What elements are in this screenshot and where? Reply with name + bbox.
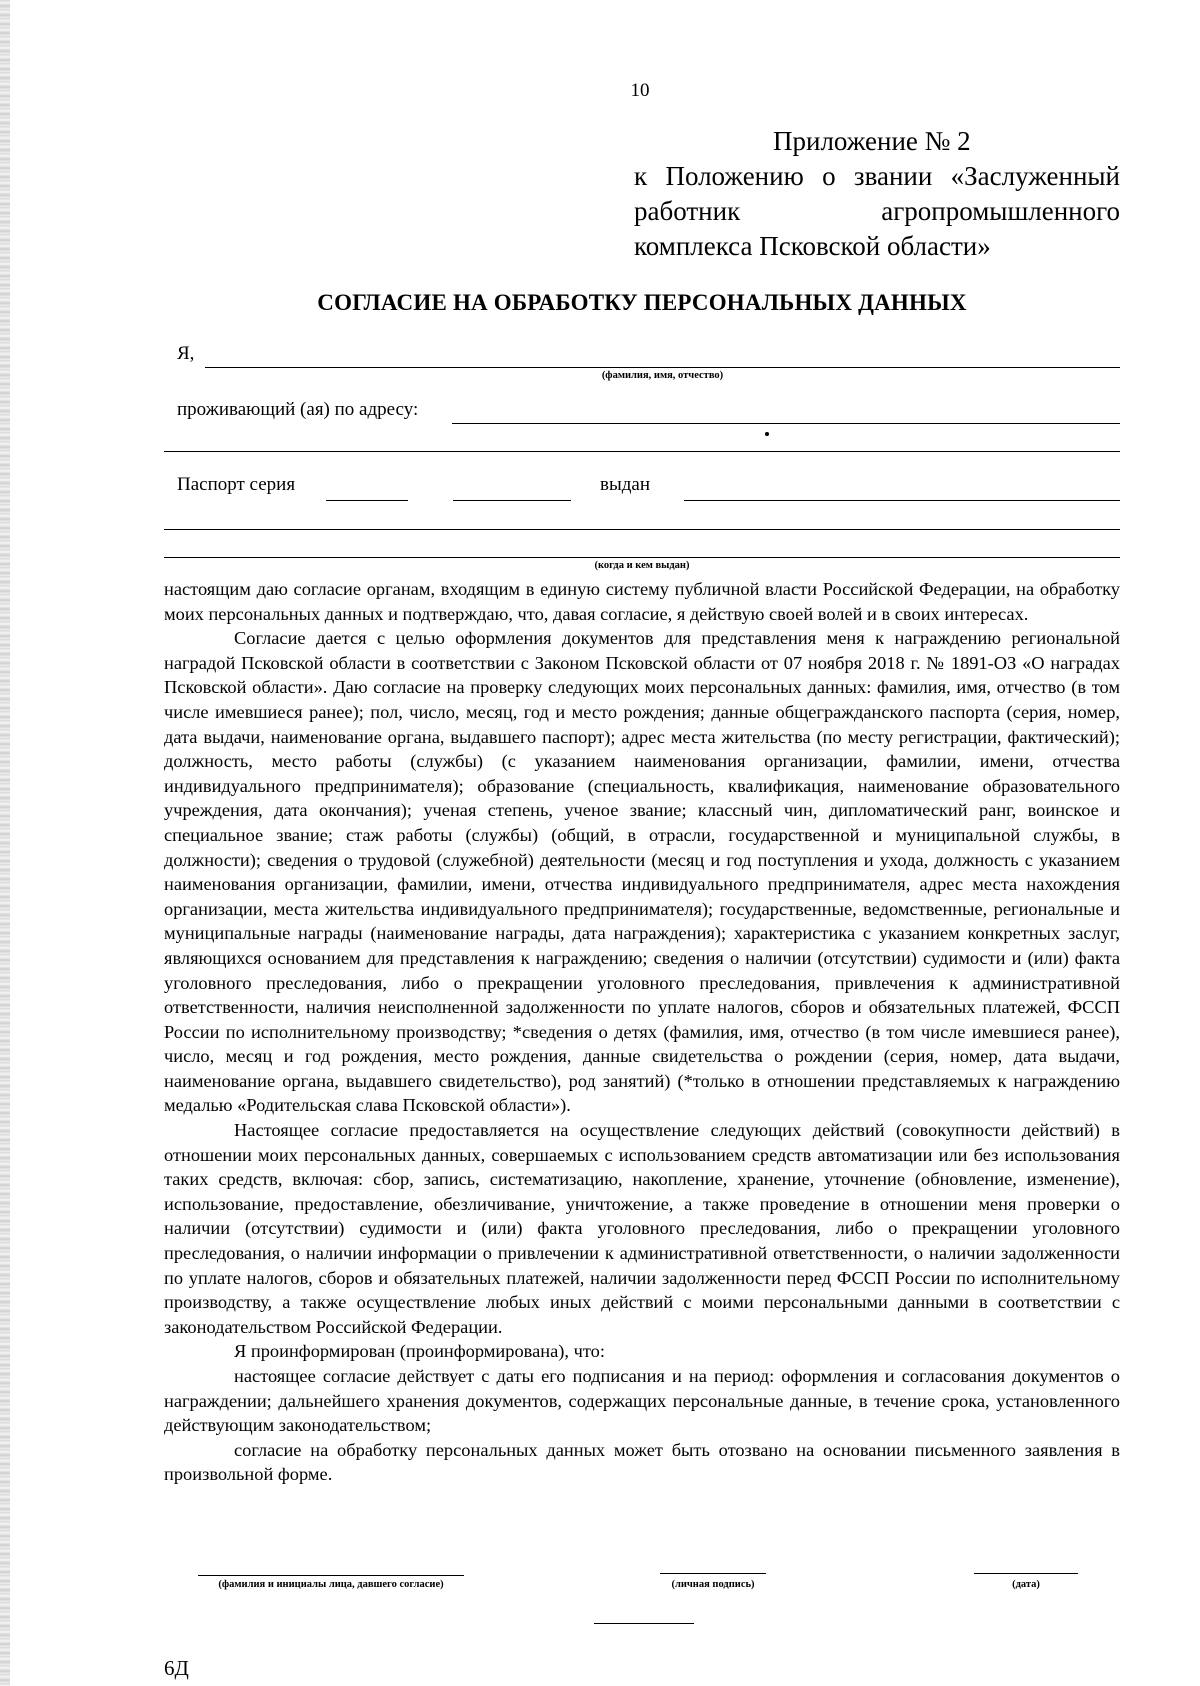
issued-field-line-3[interactable] <box>164 557 1120 558</box>
paragraph-validity: настоящее согласие действует с даты его подписания и на период: оформления и согласования документов о награждении; дальнейшего хранения документов, содержащих персональные данные, в течение срока, установленного действующим законодательством; <box>164 1366 1120 1436</box>
signature-caption: (личная подпись) <box>671 1579 755 1590</box>
issued-field-line-2[interactable] <box>164 529 1120 530</box>
footer-code: 6Д <box>164 1656 189 1680</box>
address-label: проживающий (ая) по адресу: <box>177 399 419 420</box>
dot-mark <box>765 432 769 436</box>
issued-field-line-1[interactable] <box>684 500 1120 501</box>
paragraph-consent-intro: настоящим даю согласие органам, входящим в единую систему публичной власти Российской Федерации, на обработку моих персональных данных и подтверждаю, что, давая согласие, я действую своей волей и в своих интересах. <box>164 579 1120 624</box>
paragraph-revocation: согласие на обработку персональных данных может быть отозвано на основании письменного заявления в произвольной форме. <box>164 1439 1120 1485</box>
issued-caption: (когда и кем выдан) <box>594 560 690 571</box>
paragraph-actions: Настоящее согласие предоставляется на осуществление следующих действий (совокупности действий) в отношении моих персональных данных, совершаемых с использованием средств автоматизации или без использования таких средств, включая: сбор, запись, систематизацию, накопление, хранение, уточнение (обновление, изменение), использование, предоставление, обезличивание, уничтожение, а также проведение в отношении меня проверки о наличии (отсутствии) судимости и (или) факта уголовного преследования, либо о прекращении уголовного преследования, о наличии информации о привлечении к административной ответственности, о наличии задолженности по уплате налогов, сборов и обязательных платежей, наличии задолженности перед ФССП России по исполнительному производству, а также осуществление любых иных действий с моими персональными данными в соответствии с законодательством Российской Федерации. <box>164 1120 1120 1337</box>
separator-line <box>594 1623 694 1624</box>
i-label: Я, <box>177 343 195 364</box>
signer-fio-caption: (фамилия и инициалы лица, давшего согласие) <box>218 1579 444 1590</box>
consent-body <box>164 577 1120 1487</box>
passport-series-field[interactable] <box>326 500 408 501</box>
address-field-line-2[interactable] <box>164 451 1120 452</box>
signature-field[interactable] <box>660 1573 766 1574</box>
scan-edge <box>0 0 10 1686</box>
date-caption: (дата) <box>1012 1579 1040 1590</box>
appendix-title: Приложение № 2 <box>773 126 971 156</box>
date-field[interactable] <box>974 1573 1078 1574</box>
fio-field[interactable] <box>205 367 1120 368</box>
paragraph-informed: Я проинформирован (проинформирована), что: <box>234 1341 605 1362</box>
document-title: СОГЛАСИЕ НА ОБРАБОТКУ ПЕРСОНАЛЬНЫХ ДАННЫХ <box>317 290 967 315</box>
fio-caption: (фамилия, имя, отчество) <box>601 370 724 381</box>
issued-label: выдан <box>600 474 651 495</box>
passport-number-field[interactable] <box>453 500 571 501</box>
passport-label: Паспорт серия <box>177 474 296 495</box>
signer-fio-field[interactable] <box>198 1575 464 1576</box>
paragraph-purpose: Согласие дается с целью оформления документов для представления меня к награждению региональной наградой Псковской области в соответствии с Законом Псковской области от 07 ноября 2018 г. № 1891-ОЗ «О наградах Псковской области». Даю согласие на проверку следующих моих персональных данных: фамилия, имя, отчество (в том числе имевшиеся ранее); пол, число, месяц, год и место рождения; данные общегражданского паспорта (серия, номер, дата выдачи, наименование органа, выдавшего паспорт); адрес места жительства (по месту регистрации, фактический); должность, место работы (службы) (с указанием наименования организации, фамилии, имени, отчества индивидуального предпринимателя); образование (специальность, квалификация, наименование образовательного учреждения, дата окончания); ученая степень, ученое звание; классный чин, дипломатический ранг, воинское и специальное звание; стаж работы (службы) (общий, в отрасли, государственной и муниципальной службы, в должности); сведения о трудовой (служебной) деятельности (месяц и год поступления и ухода, должность с указанием наименования организации, фамилии, имени, отчества индивидуального предпринимателя, адрес места нахождения организации, места жительства индивидуального предпринимателя); государственные, ведомственные, региональные и муниципальные награды (наименование награды, дата награждения); характеристика с указанием конкретных заслуг, являющихся основанием для представления к награждению; сведения о наличии (отсутствии) судимости и (или) факта уголовного преследования, либо о прекращении уголовного преследования, привлечения к административной ответственности, наличия неисполненной задолженности по уплате налогов, сборов и обязательных платежей, ФССП России по исполнительному производству; *сведения о детях (фамилия, имя, отчество (в том числе имевшиеся ранее), число, месяц и год рождения, место рождения, данные свидетельства о рождении (серия, номер, дата выдачи, наименование органа, выдавшего свидетельство), род занятий) (*только в отношении представляемых к награждению медалью «Родительская слава Псковской области»). <box>164 628 1120 1116</box>
address-field-line-1[interactable] <box>452 423 1120 424</box>
appendix-line-2: работник агропромышленного <box>634 196 1120 226</box>
page-number: 10 <box>630 80 650 101</box>
appendix-line-1: к Положению о звании «Заслуженный <box>634 161 1120 191</box>
appendix-line-3: комплекса Псковской области» <box>634 231 991 261</box>
